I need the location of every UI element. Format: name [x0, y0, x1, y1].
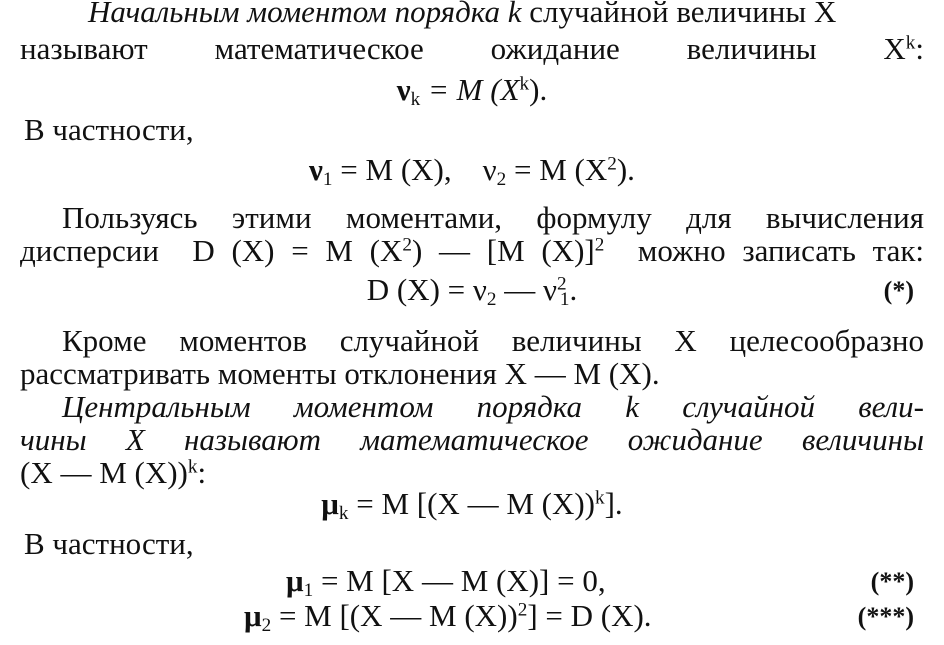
text-line-6: рассматривать моменты отклонения X — M (X).: [20, 356, 660, 391]
text-line-8-definition: чины X называют математическое ожидание величины: [20, 422, 924, 457]
formula-mu-2: $\mu_2 = M$ [(X — M (X))$^2$] = D (X).: [244, 598, 652, 636]
text-line-2: называют математическое ожидание величины $X^k$:: [20, 31, 924, 66]
text-line-3: Пользуясь этими моментами, формулу для вычисления: [62, 200, 924, 235]
equation-tag-double-star: (**): [870, 567, 914, 596]
formula-variance-nu: D $(X) = \nu_2$ — $\nu^2_1$.: [366, 272, 578, 310]
in-particular-label-2: В частности,: [24, 526, 194, 561]
text-line-9: (X — M (X))$^k$:: [20, 455, 207, 490]
in-particular-label-1: В частности,: [24, 112, 194, 147]
formula-mu-k: $\mu_k = M$ [(X — M (X))$^k$].: [321, 486, 623, 524]
equation-tag-triple-star: (***): [857, 602, 914, 631]
formula-nu-k: $\nu_k = M$ $(X^k)$.: [396, 72, 548, 110]
equation-tag-star: (*): [883, 276, 914, 305]
formula-nu-1-nu-2: $\nu_1 = M$ (X), $\nu_2 = M$ $(X^2)$.: [309, 152, 635, 190]
text-line-5: Кроме моментов случайной величины X целесообразно: [62, 323, 924, 358]
formula-mu-1: $\mu_1 = M$ [X — M (X)] = 0,: [286, 563, 606, 601]
text-line-4-variance: дисперсии D (X) = M $(X^2)$ — [M (X)]$^2$ можно записать так:: [20, 233, 924, 268]
text-line-1: Начальным моментом порядка k случайной величины X: [88, 0, 836, 30]
text-line-7-definition: Центральным моментом порядка k случайной вели-: [62, 389, 924, 424]
term-initial-moment: Начальным моментом порядка k: [88, 0, 522, 29]
